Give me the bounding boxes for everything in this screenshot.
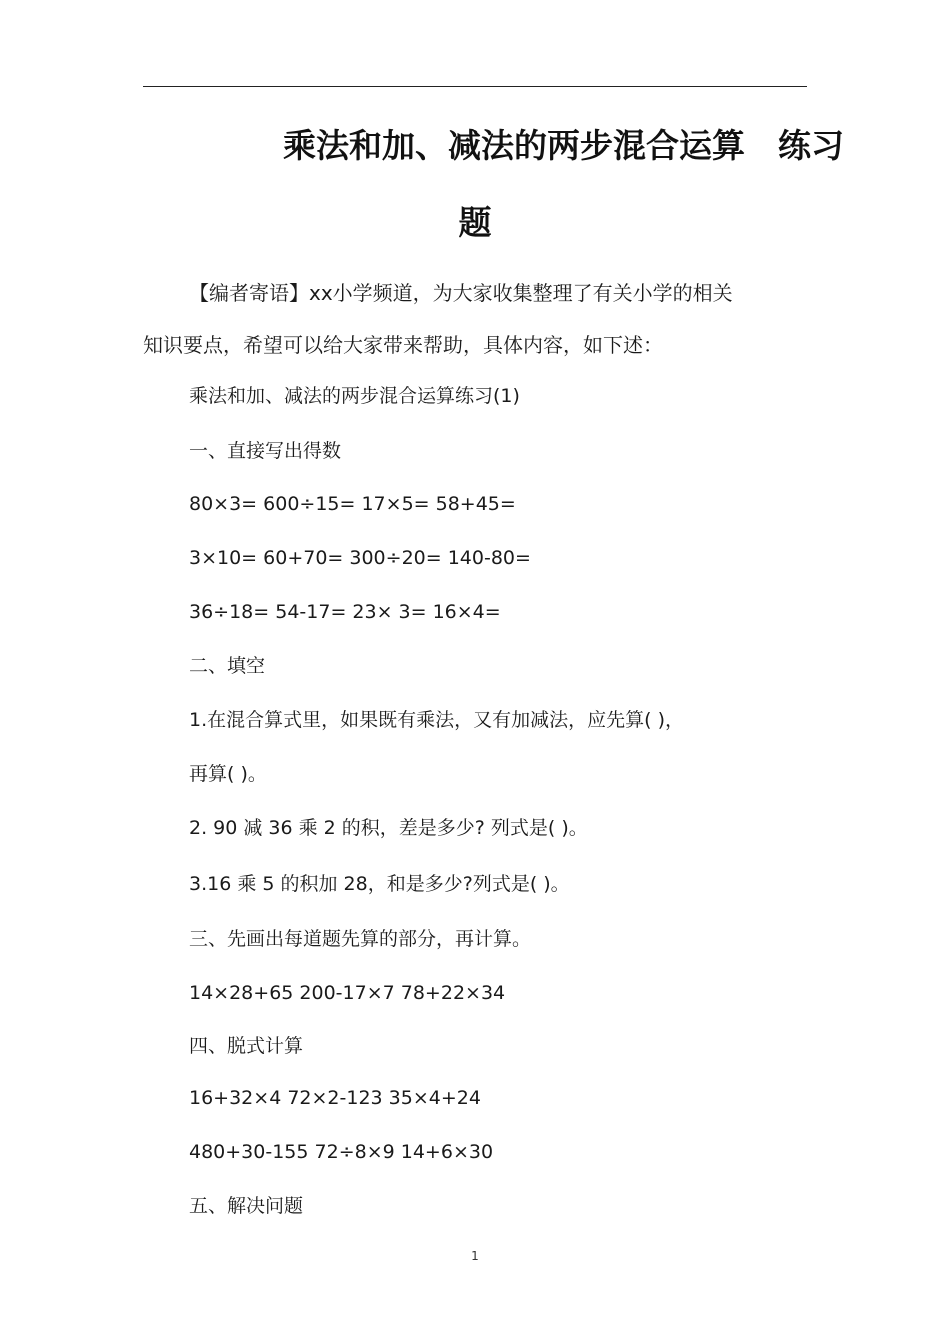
exercise-row: 3×10= 60+70= 300÷20= 140-80= <box>189 547 531 569</box>
exercise-row: 16+32×4 72×2-123 35×4+24 <box>189 1087 481 1109</box>
page-number: 1 <box>471 1249 479 1263</box>
exercise-row: 14×28+65 200-17×7 78+22×34 <box>189 982 506 1004</box>
title-line-2: 题 <box>458 203 492 242</box>
part-heading: 五、解决问题 <box>189 1195 304 1217</box>
intro-line-1: 【编者寄语】xx小学频道，为大家收集整理了有关小学的相关 <box>189 281 733 305</box>
question-text: 1.在混合算式里，如果既有乘法，又有加减法，应先算( )， <box>189 709 684 731</box>
section-heading: 乘法和加、减法的两步混合运算练习(1) <box>189 385 520 407</box>
part-heading: 二、填空 <box>189 655 266 677</box>
exercise-row: 36÷18= 54-17= 23× 3= 16×4= <box>189 601 501 623</box>
title-line-1: 乘法和加、减法的两步混合运算 练习 <box>283 126 844 165</box>
exercise-row: 80×3= 600÷15= 17×5= 58+45= <box>189 493 516 515</box>
intro-line-2: 知识要点，希望可以给大家带来帮助，具体内容，如下述： <box>143 333 663 357</box>
part-heading: 三、先画出每道题先算的部分，再计算。 <box>189 928 532 950</box>
header-rule <box>143 86 807 87</box>
question-text: 2. 90 减 36 乘 2 的积，差是多少? 列式是( )。 <box>189 817 588 839</box>
question-text: 再算( )。 <box>189 763 267 785</box>
part-heading: 一、直接写出得数 <box>189 440 342 462</box>
part-heading: 四、脱式计算 <box>189 1035 304 1057</box>
exercise-row: 480+30-155 72÷8×9 14+6×30 <box>189 1141 494 1163</box>
question-text: 3.16 乘 5 的积加 28，和是多少?列式是( )。 <box>189 873 570 895</box>
